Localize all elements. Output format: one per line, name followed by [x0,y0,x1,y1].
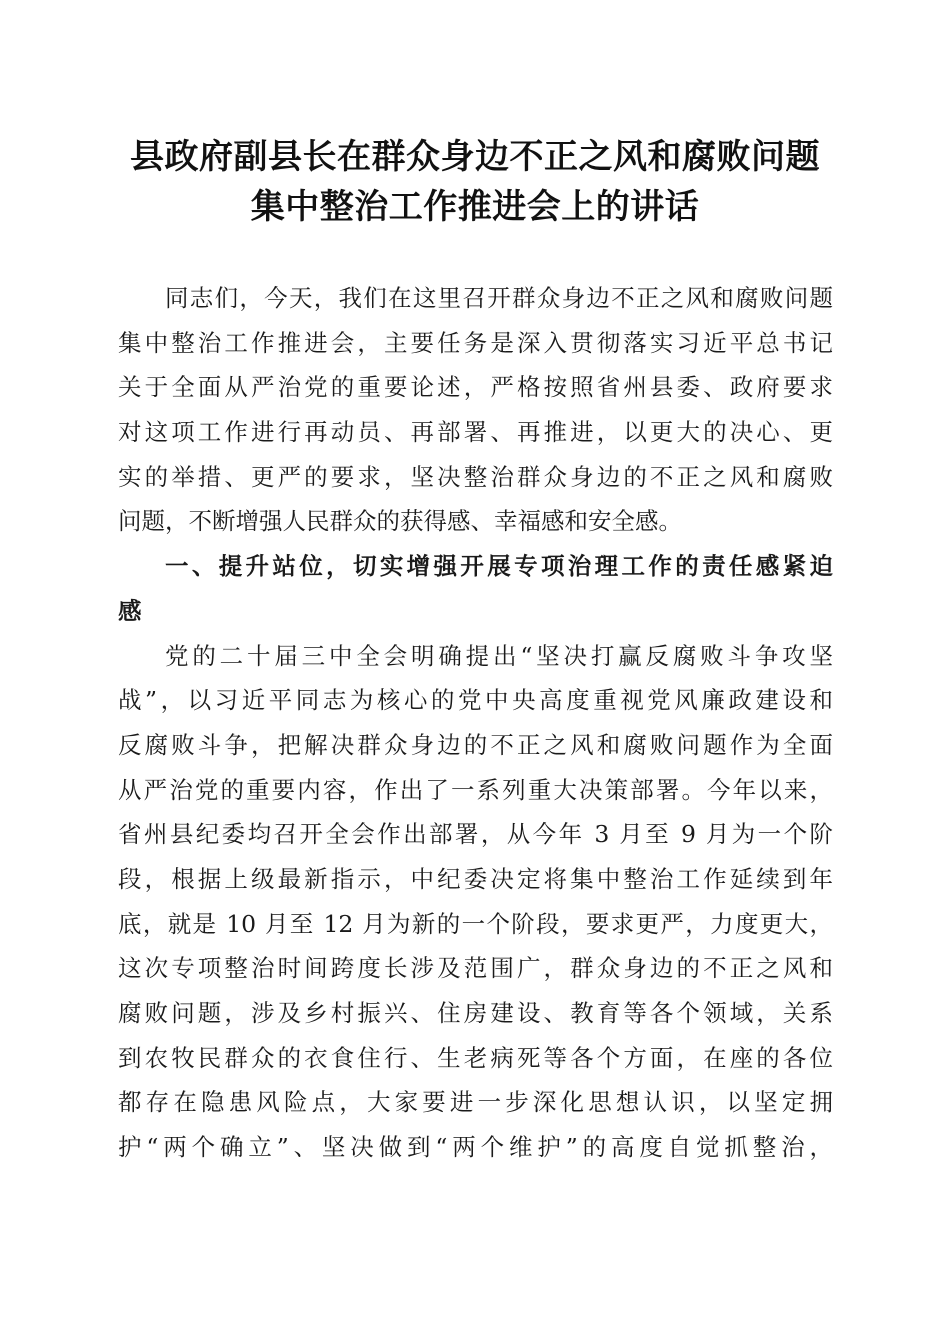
paragraph-2-line: 党的二十届三中全会明确提出“坚决打赢反腐败斗争攻坚 [165,641,833,670]
paragraph-2-line: 底，就是 10 月至 12 月为新的一个阶段，要求更严，力度更大， [118,909,833,938]
document-body [118,276,833,1170]
paragraph-1-line: 集中整治工作推进会，主要任务是深入贯彻落实习近平总书记 [118,328,833,357]
paragraph-2-line: 反腐败斗争，把解决群众身边的不正之风和腐败问题作为全面 [118,730,833,759]
paragraph-2-line: 护“两个确立”、坚决做到“两个维护”的高度自觉抓整治， [118,1133,833,1162]
paragraph-2-line: 省州县纪委均召开全会作出部署，从今年 3 月至 9 月为一个阶 [118,820,833,849]
paragraph-2-line: 战”，以习近平同志为核心的党中央高度重视党风廉政建设和 [118,686,833,715]
paragraph-2-line: 腐败问题，涉及乡村振兴、住房建设、教育等各个领域，关系 [118,999,833,1027]
paragraph-1-line: 关于全面从严治党的重要论述，严格按照省州县委、政府要求 [118,373,833,402]
title-line-1: 县政府副县长在群众身边不正之风和腐败问题 [130,137,820,177]
paragraph-2-line: 都存在隐患风险点，大家要进一步深化思想认识，以坚定拥 [118,1088,833,1117]
paragraph-2-line: 到农牧民群众的衣食住行、生老病死等各个方面，在座的各位 [118,1043,833,1072]
paragraph-2-line: 这次专项整治时间跨度长涉及范围广，群众身边的不正之风和 [118,954,833,983]
document-title [0,132,950,232]
title-line-2: 集中整治工作推进会上的讲话 [250,187,700,227]
paragraph-1-line: 同志们，今天，我们在这里召开群众身边不正之风和腐败问题 [165,284,833,312]
paragraph-2-line: 段，根据上级最新指示，中纪委决定将集中整治工作延续到年 [118,864,833,893]
section-heading-1-continuation: 感 [118,596,142,625]
paragraph-1-line: 实的举措、更严的要求，坚决整治群众身边的不正之风和腐败 [118,462,833,491]
paragraph-1-line: 问题，不断增强人民群众的获得感、幸福感和安全感。 [118,507,682,536]
paragraph-2-line: 从严治党的重要内容，作出了一系列重大决策部署。今年以来， [118,775,833,804]
section-heading-1: 一、提升站位，切实增强开展专项治理工作的责任感紧迫 [165,552,833,581]
paragraph-1-line: 对这项工作进行再动员、再部署、再推进，以更大的决心、更 [118,418,833,447]
